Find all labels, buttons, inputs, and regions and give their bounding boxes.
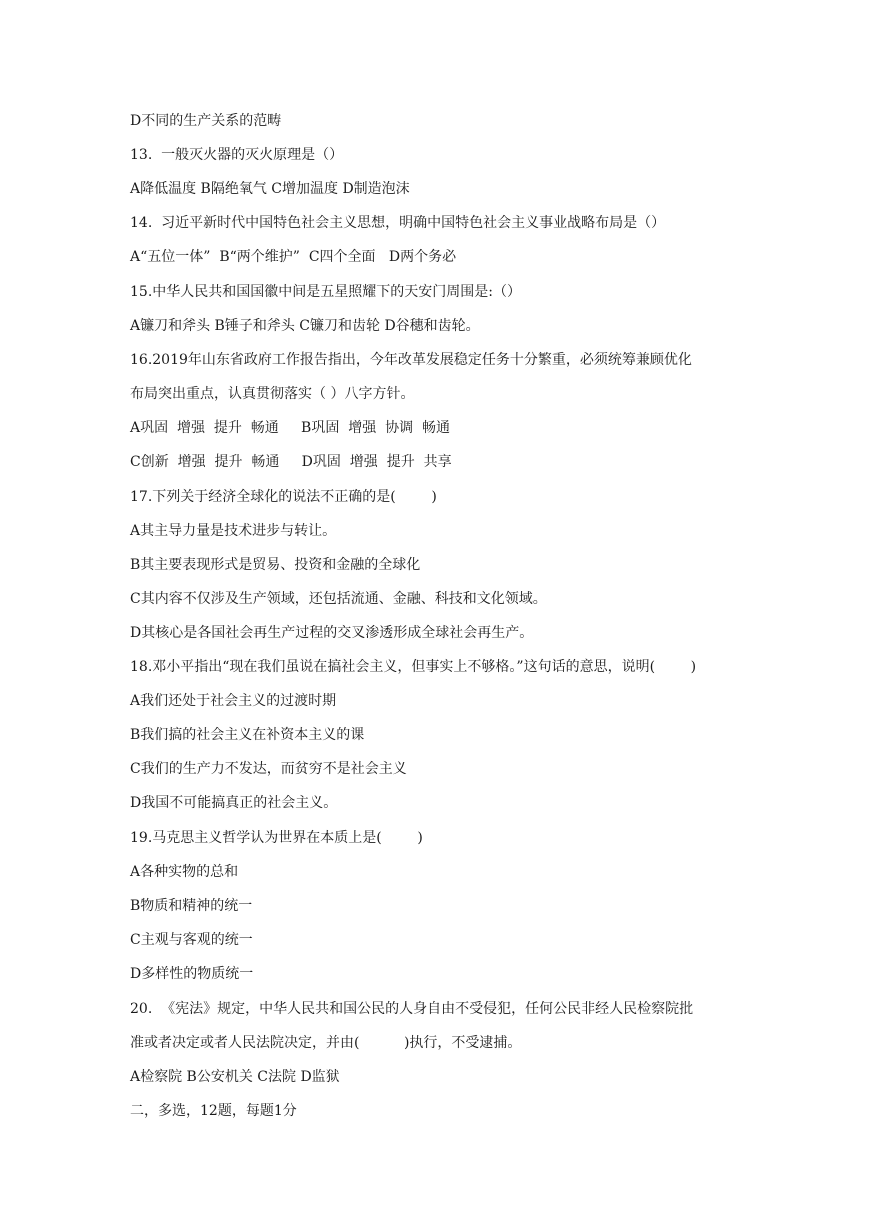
question-18: 18.邓小平指出“现在我们虽说在搞社会主义，但事实上不够格。”这句话的意思，说明( ) (130, 659, 697, 675)
option-line: D我国不可能搞真正的社会主义。 (130, 795, 338, 811)
question-15: 15.中华人民共和国国徽中间是五星照耀下的天安门周围是:（） (130, 284, 521, 300)
option-line: C创新 增强 提升 畅通 D巩固 增强 提升 共享 (130, 454, 452, 470)
question-19: 19.马克思主义哲学认为世界在本质上是( ) (130, 830, 423, 846)
question-16-continued: 布局突出重点，认真贯彻落实（ ）八字方针。 (130, 386, 415, 402)
option-line: A巩固 增强 提升 畅通 B巩固 增强 协调 畅通 (130, 420, 451, 436)
option-line: A镰刀和斧头 B锤子和斧头 C镰刀和齿轮 D谷穗和齿轮。 (130, 318, 480, 334)
option-line: B我们搞的社会主义在补资本主义的课 (130, 727, 365, 743)
option-line: A降低温度 B隔绝氧气 C增加温度 D制造泡沫 (130, 181, 410, 197)
question-17: 17.下列关于经济全球化的说法不正确的是( ) (130, 489, 437, 505)
option-line: C我们的生产力不发达，而贫穷不是社会主义 (130, 761, 407, 777)
question-20: 20. 《宪法》规定，中华人民共和国公民的人身自由不受侵犯，任何公民非经人民检察院批 (130, 1001, 694, 1017)
option-line: C主观与客观的统一 (130, 932, 253, 948)
option-line: C其内容不仅涉及生产领域，还包括流通、金融、科技和文化领域。 (130, 591, 547, 607)
option-line: B其主要表现形式是贸易、投资和金融的全球化 (130, 557, 421, 573)
option-line: D其核心是各国社会再生产过程的交叉渗透形成全球社会再生产。 (130, 625, 534, 641)
option-line: A各种实物的总和 (130, 864, 239, 880)
question-14: 14. 习近平新时代中国特色社会主义思想，明确中国特色社会主义事业战略布局是（） (130, 215, 666, 231)
option-line: D多样性的物质统一 (130, 966, 254, 982)
question-20-continued: 准或者决定或者人民法院决定，并由( )执行，不受逮捕。 (130, 1035, 522, 1051)
option-line: A“五位一体” B“两个维护” C四个全面 D两个务必 (130, 249, 457, 265)
question-13: 13. 一般灭火器的灭火原理是（） (130, 147, 344, 163)
option-line: A我们还处于社会主义的过渡时期 (130, 693, 337, 709)
option-line: A其主导力量是技术进步与转让。 (130, 523, 337, 539)
option-line: A检察院 B公安机关 C法院 D监狱 (130, 1069, 340, 1085)
section-heading: 二，多选，12题，每题1分 (130, 1103, 297, 1119)
option-line: B物质和精神的统一 (130, 898, 253, 914)
question-16: 16.2019年山东省政府工作报告指出，今年改革发展稳定任务十分繁重，必须统筹兼顾优化 (130, 352, 692, 368)
option-line: D不同的生产关系的范畴 (130, 113, 282, 129)
